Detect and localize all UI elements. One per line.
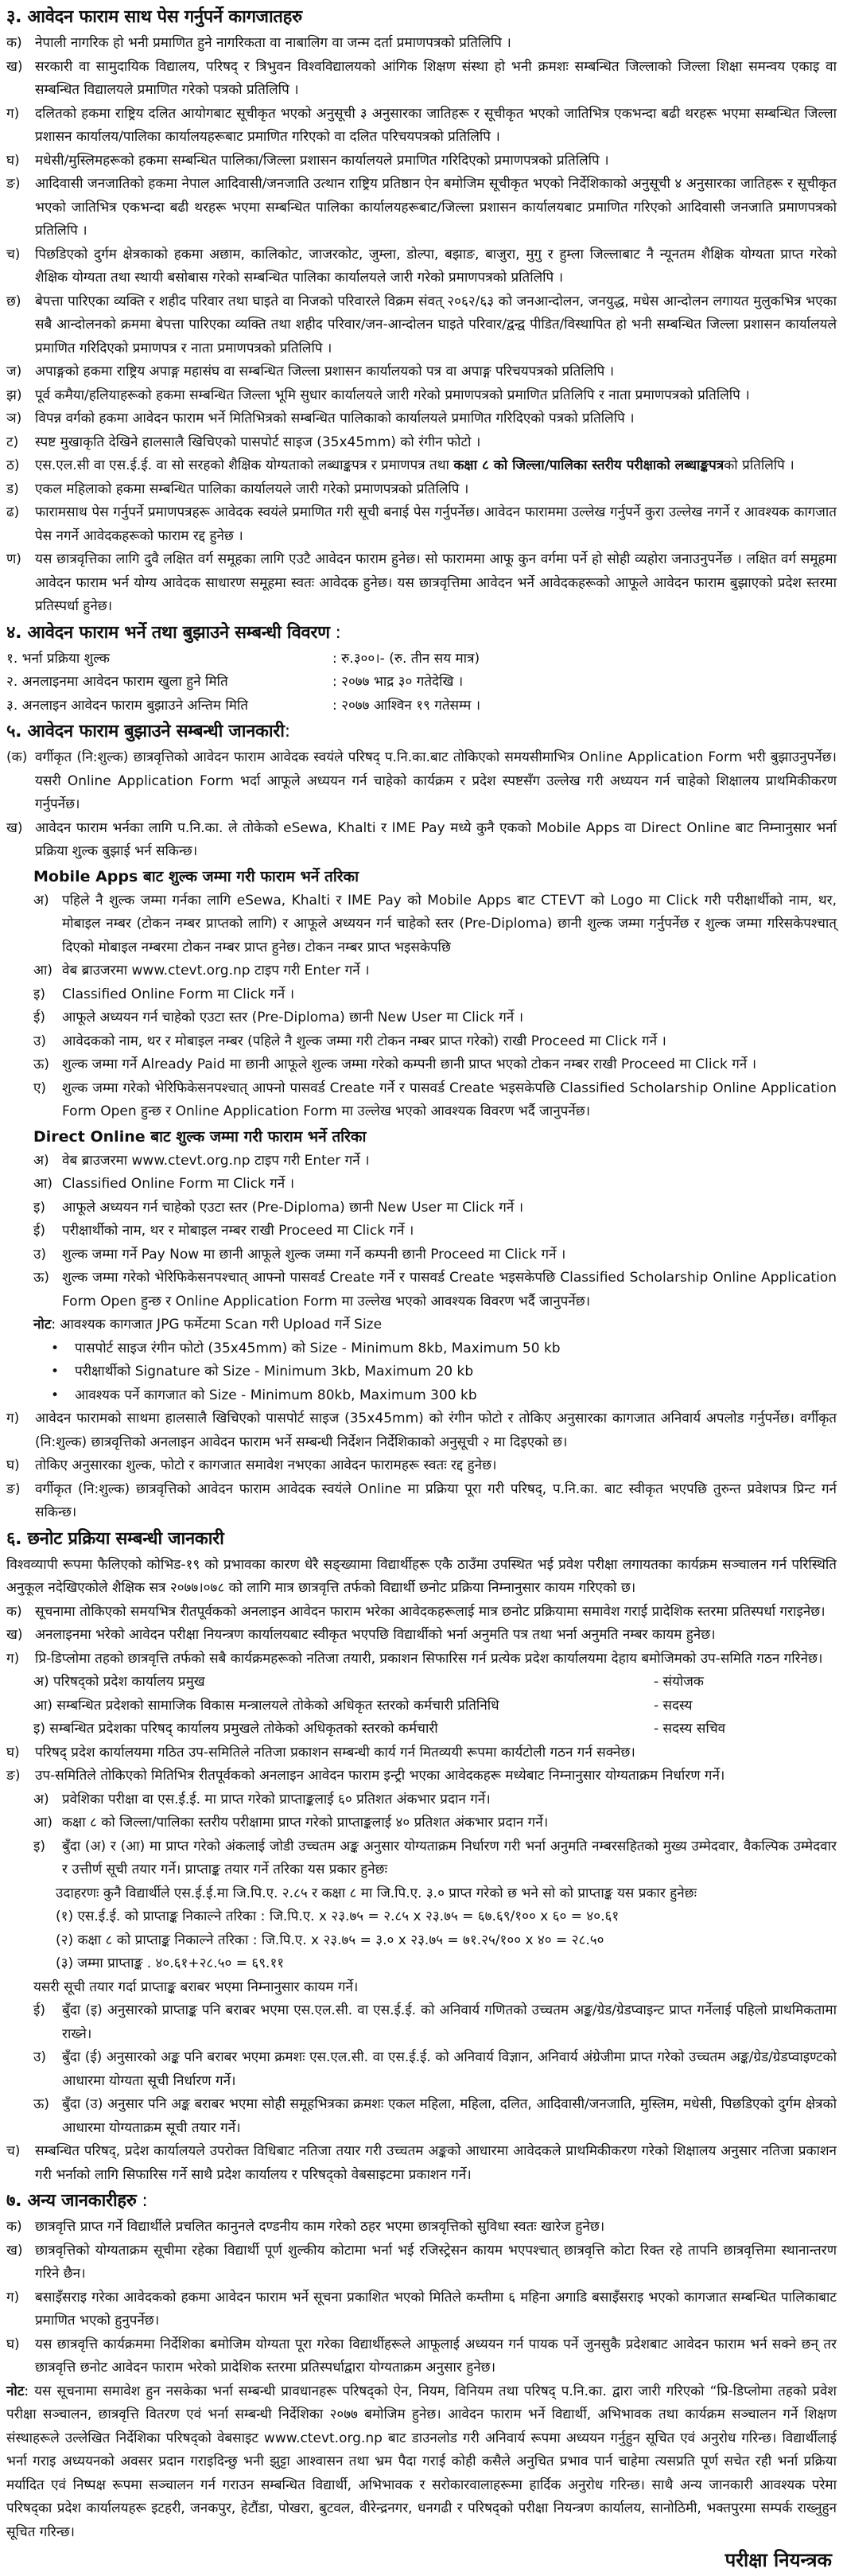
- mobile-apps-heading: Mobile Apps बाट शुल्क जम्मा गरी फाराम भर्ने तरिका: [33, 867, 359, 885]
- list-item: [6, 1407, 837, 1454]
- item-label: ऊ): [33, 1056, 49, 1072]
- item-text: आदिवासी जनजातिको हकमा नेपाल आदिवासी/जनजाति उत्थान राष्ट्रिय प्रतिष्ठान ऐन बमोजिम सूचीकृत भएको निर्देशिकाको अनुसूची ४ अनुसारका जातिहरू र सूचीकृत भएको जातिभित्र एकभन्दा बढी थरहरू भएमा सम्बन्धित पालिका कार्यालयहरूबाट/जिल्ला प्रशासन कार्यालयबाट प्रमाणित गरिएको आदिवासी जनजाति प्रमाणपत्रको प्रतिलिपि ।: [35, 176, 837, 239]
- item-label: ङ): [6, 1768, 21, 1784]
- list-item: [6, 1601, 837, 1625]
- item-label: च): [6, 246, 21, 263]
- item-text: आवेदन फाराम भर्नका लागि प.नि.का. ले तोकेको eSewa, Khalti र IME Pay मध्ये कुनै एकको Mobile Apps वा Direct Online बाट निम्नानुसार भर्ना प्रक्रिया शुल्क बुझाई भर्न सकिन्छ।: [35, 819, 837, 859]
- bullet-text: परीक्षार्थीको Signature को Size - Minimum 3kb, Maximum 20 kb: [75, 1364, 474, 1379]
- item-text: आफूले अध्ययन गर्न चाहेको एउटा स्तर (Pre-Diploma) छानी New User मा Click गर्ने ।: [62, 1199, 524, 1216]
- heading-text: ७. अन्य जानकारीहरु: [6, 2191, 137, 2211]
- final-note: [6, 2380, 837, 2545]
- section-heading: [6, 2187, 837, 2216]
- detail-value: : रु.३००।- (रु. तीन सय मात्र): [332, 650, 480, 667]
- signature-exam-controller: परीक्षा नियन्त्रक: [725, 2549, 832, 2571]
- item-label: उ): [33, 1033, 46, 1049]
- item-label: क): [6, 1603, 22, 1620]
- item-label: घ): [6, 1457, 20, 1473]
- note-label: नोट: [33, 1317, 52, 1333]
- detail-key: १. भर्ना प्रक्रिया शुल्क: [6, 650, 110, 667]
- section-heading: [6, 718, 837, 746]
- item-text: एकल महिलाको हकमा सम्बन्धित पालिका कार्यालयले जारी गरेको प्रमाणपत्रको प्रतिलिपि ।: [35, 481, 469, 497]
- section-selection-process: [6, 1525, 837, 2188]
- committee-member: [6, 1718, 837, 1741]
- committee-member: [6, 1695, 837, 1718]
- note-text: : आवश्यक कागजात JPG फर्मेटमा Scan गरी Upload गर्ने Size: [51, 1317, 383, 1333]
- item-text: आफूले अध्ययन गर्न चाहेको एउटा स्तर (Pre-Diploma) छानी New User मा Click गर्ने ।: [62, 1010, 524, 1025]
- item-label: अ): [33, 1152, 49, 1169]
- item-text: बुँदा (अ) र (आ) मा प्राप्त गरेको अंकलाई जोडी उच्चतम अङ्क अनुसार योग्यताक्रम निर्धारण गरी भर्ना अनुमति नम्बरसहितको मुख्य उम्मेदवार, वैकल्पिक उम्मेदवार र उत्तीर्ण सूची तयार गर्ने। प्राप्ताङ्क तयार गर्ने तरिका यस प्रकार हुनेछः: [62, 1838, 837, 1878]
- section-other-info: [6, 2187, 837, 2544]
- committee-member: [6, 1671, 837, 1695]
- item-label: ऊ): [33, 1270, 49, 1286]
- detail-row: [6, 671, 837, 695]
- item-text: प्रवेशिका परीक्षा वा एस.ई.ई. मा प्राप्त गरेको प्राप्ताङ्कलाई ६० प्रतिशत अंकभार प्रदान गर्ने।: [62, 1791, 491, 1807]
- item-label: ख): [6, 819, 23, 836]
- item-label: ट): [6, 434, 19, 450]
- list-item: [6, 1006, 837, 1030]
- item-label: ढ): [6, 504, 20, 520]
- item-label: घ): [6, 1744, 20, 1761]
- bullet-icon: •: [51, 1340, 60, 1356]
- item-label: ए): [33, 1080, 47, 1096]
- item-text: Classified Online Form मा Click गर्ने ।: [62, 1176, 295, 1192]
- item-label: ख): [6, 58, 23, 75]
- bullet-icon: •: [51, 1387, 60, 1403]
- detail-value: : २०७७ आश्विन १९ गतेसम्म ।: [332, 697, 481, 714]
- list-item: [6, 2216, 837, 2239]
- item-text: अपाङ्गको हकमा राष्ट्रिय अपाङ्ग महासंघ वा सम्बन्धित जिल्ला प्रशासन कार्यालयको पत्र वा अपाङ्ग परिचयपत्रको प्रतिलिपि ।: [35, 364, 615, 379]
- list-item: [6, 1197, 837, 1220]
- item-label: च): [6, 2143, 21, 2159]
- item-text: कक्षा ८ को जिल्ला/पालिका स्तरीय परीक्षामा प्राप्त गरेको प्राप्ताङ्कलाई ४० प्रतिशत अंकभार प्रदान गर्ने।: [62, 1815, 549, 1831]
- upload-note: [6, 1313, 837, 1337]
- item-text: बुँदा (उ) अनुसार पनि अङ्क बराबर भएमा सोही समूहभित्रका क्रमशः एकल महिला, महिला, दलित, आदिवासी/जनजाति, मुस्लिम, मधेसी, पिछडिएको दुर्गम क्षेत्रको आधारमा योग्यताक्रम सूची तयार गर्ने।: [62, 2096, 837, 2136]
- list-item: [6, 1243, 837, 1267]
- item-text: पिछडिएको दुर्गम क्षेत्रकाको हकमा अछाम, कालिकोट, जाजरकोट, जुम्ला, डोल्पा, बझाङ, बाजुरा, मुगु र हुम्ला जिल्लाबाट नै न्यूनतम शैक्षिक योग्यता प्राप्त गरेको शैक्षिक योग्यता तथा स्थायी बसोबास गरेको सम्बन्धित पालिका कार्यालयले जारी गरेको प्रमाणपत्रको प्रतिलिपि ।: [35, 246, 837, 286]
- item-text: सम्बन्धित परिषद्, प्रदेश कार्यालयले उपरोक्त विधिबाट नतिजा तयार गरी उच्चतम अङ्कको आधारमा आवेदकले प्राथमिकीकरण गरेको शिक्षालय अनुसार नतिजा प्रकाशन गरी भर्नाको लागि सिफारिस गर्ने साथै प्रदेश कार्यालय र परिषद्को वेबसाइटमा प्रकाशन गर्ने।: [35, 2143, 837, 2183]
- item-text: वर्गीकृत (नि:शुल्क) छात्रवृत्तिको आवेदन फाराम आवेदक स्वयंले Online मा प्रक्रिया पूरा गरी परिषद्, प.नि.का. बाट स्वीकृत भएपछि तुरुन्त प्रवेशपत्र प्रिन्ट गर्न सकिन्छ।: [35, 1481, 837, 1520]
- item-label: उ): [33, 1246, 46, 1263]
- item-text: सूचनामा तोकिएको समयभित्र रीतपूर्वकको अनलाइन आवेदन फाराम भरेका आवेदकहरूलाई मात्र छनोट प्रक्रियामा समावेश गराई प्रादेशिक स्तरमा प्रतिस्पर्धा गराइनेछ।: [35, 1603, 826, 1620]
- item-label: इ): [33, 1838, 45, 1854]
- section-required-documents: [6, 3, 837, 619]
- list-item: [6, 2333, 837, 2380]
- item-label: छ): [6, 293, 21, 309]
- list-item: [6, 817, 837, 864]
- heading-suffix: :: [329, 622, 341, 643]
- list-item: [6, 384, 837, 408]
- item-text: प्रि-डिप्लोमा तहको छात्रवृत्ति तर्फको सबै कार्यक्रमहरूको नतिजा तयारी, प्रकाशन सिफारिस गर्न प्रत्येक प्रदेश कार्यालयमा देहाय बमोजिमको उप-समिति गठन गरिनेछ।: [35, 1650, 823, 1667]
- list-item: [6, 1150, 837, 1173]
- item-label: घ): [6, 152, 20, 169]
- list-item: [6, 173, 837, 243]
- item-label: ई): [33, 1223, 45, 1239]
- list-item: [6, 1220, 837, 1243]
- item-label: ई): [33, 2002, 45, 2018]
- list-item: [6, 1741, 837, 1765]
- list-item: [6, 1788, 837, 1812]
- item-text: मधेसी/मुस्लिमहरूको हकमा सम्बन्धित पालिका/जिल्ला प्रशासन कार्यालयले प्रमाणित गरिदिएको प्रमाणपत्रको प्रतिलिपि ।: [35, 152, 609, 169]
- item-text: वेब ब्राउजरमा www.ctevt.org.np टाइप गरी Enter गर्ने ।: [62, 1152, 370, 1169]
- item-text: सरकारी वा सामुदायिक विद्यालय, परिषद् र त्रिभुवन विश्वविद्यालयको आंगिक शिक्षण संस्था हो भनी क्रमशः सम्बन्धित जिल्लाको जिल्ला शिक्षा समन्वय एकाइ वा सम्बन्धित विद्यालयले प्रमाणित गरेको पत्रको प्रतिलिपि ।: [35, 58, 837, 98]
- example-formula: (३) जम्मा प्राप्ताङ्क . ४०.६१+२८.५० = ६९.११: [56, 1955, 285, 1971]
- list-item: [6, 150, 837, 173]
- item-label: क): [6, 35, 22, 51]
- item-text-emphasis: कक्षा ८ को जिल्ला/पालिका स्तरीय परीक्षाको लब्धाङ्कपत्र: [453, 457, 725, 473]
- list-item: [6, 1267, 837, 1313]
- item-text: तोकिए अनुसारका शुल्क, फोटो र कागजात समावेश नभएका आवेदन फारामहरू स्वतः रद्द हुनेछ।: [35, 1457, 497, 1473]
- list-item: [6, 1173, 837, 1197]
- list-item: [6, 2286, 837, 2333]
- item-text: शुल्क जम्मा गर्ने Already Paid मा छानी आफूले शुल्क जम्मा गरेको कम्पनी छानी प्राप्त भएको टोकन नम्बर राखी Proceed मा Click गर्ने ।: [62, 1056, 757, 1072]
- item-label: इ): [33, 986, 45, 1002]
- item-label: इ): [33, 1199, 45, 1216]
- list-item: [6, 1454, 837, 1478]
- section-heading: ६. छनोट प्रक्रिया सम्बन्धी जानकारी: [6, 1528, 224, 1549]
- item-text: [35, 454, 837, 478]
- list-item: [6, 360, 837, 384]
- item-text: यस छात्रवृत्तिका लागि दुवै लक्षित वर्ग समूहका लागि एउटै आवेदन फाराम हुनेछ। सो फाराममा आफू कुन वर्गमा पर्ने हो सोही व्यहोरा जनाउनुपर्नेछ । लक्षित वर्ग समूहमा आवेदन फाराम भर्न योग्य आवेदक साधारण समूहमा स्वतः आवेदक हुनेछ। यस छात्रवृत्तिमा आवेदन भर्ने आवेदकहरूको आफूले आवेदन फाराम बुझाएको प्रदेश स्तरमा प्रतिस्पर्धा हुनेछ।: [35, 551, 837, 614]
- list-item: [6, 1030, 837, 1054]
- size-bullet: [6, 1360, 837, 1384]
- item-label: ङ): [6, 1481, 21, 1497]
- example-formula: (१) एस.ई.ई. को प्राप्ताङ्क निकाल्ने तरिका : जि.पि.ए. x २३.७५ = २.८५ x २३.७५ = ६७.६९/१०० x ६० = ४०.६१: [56, 1909, 620, 1924]
- member-role: आ) सम्बन्धित प्रदेशको सामाजिक विकास मन्त्रालयले तोकेको अधिकृत स्तरको कर्मचारी प्रतिनिधि: [33, 1697, 499, 1714]
- item-label: ग): [6, 1411, 20, 1426]
- tie-intro: यसरी सूची तयार गर्दा प्राप्ताङ्क बराबर भएमा निम्नानुसार कायम गर्ने।: [33, 1979, 359, 1995]
- list-item: [6, 1811, 837, 1835]
- section-heading: ३. आवेदन फाराम साथ पेस गर्नुपर्ने कागजातहरु: [6, 7, 302, 27]
- item-text: शुल्क जम्मा गरेको भेरिफिकेसनपश्चात् आफ्नो पासवर्ड Create गर्ने र पासवर्ड Create भइसकेपछि Classified Scholarship Online Application Form Open हुन्छ र Online Application Form मा उल्लेख भएको आवश्यक विवरण भर्दै जानुपर्नेछ।: [62, 1270, 837, 1309]
- heading-suffix: :: [284, 722, 290, 741]
- intro-paragraph: विश्वव्यापी रूपमा फैलिएको कोभिड-१९ को प्रभावका कारण धेरै सङ्ख्यामा विद्यार्थीहरू एकै ठाउँमा उपस्थित भई प्रवेश परीक्षा लगायतका कार्यक्रम सञ्चालन गर्न परिस्थिति अनुकूल नदेखिएकोले शैक्षिक सत्र २०७७।०७८ को लागि मात्र छात्रवृत्ति तर्फको विद्यार्थी छनोट प्रक्रिया निम्नानुसार कायम गरिएको छ।: [6, 1556, 837, 1596]
- item-text: Classified Online Form मा Click गर्ने ।: [62, 986, 295, 1002]
- example-formula: (२) कक्षा ८ को प्राप्ताङ्क निकाल्ने तरिका : जि.पि.ए. x २३.७५ = ३.० x २३.७५ = ७१.२५/१०० x ४० = २८.५०: [56, 1932, 604, 1948]
- list-item: [6, 1077, 837, 1124]
- example-intro: उदाहरणः कुनै विद्यार्थीले एस.ई.ई.मा जि.पि.ए. २.८५ र कक्षा ८ मा जि.पि.ए. ३.० प्राप्त गरेको छ भने सो को प्राप्ताङ्क यस प्रकार हुनेछः: [56, 1885, 697, 1901]
- list-item: [6, 1835, 837, 1882]
- item-label: ई): [33, 1010, 45, 1025]
- item-label: उ): [33, 2049, 46, 2065]
- item-label: ग): [6, 105, 20, 122]
- item-label: अ): [33, 892, 49, 909]
- item-label: (क): [6, 749, 28, 765]
- list-item: [6, 1765, 837, 1788]
- item-label: झ): [6, 387, 22, 403]
- list-item: [6, 454, 837, 478]
- item-label: ञ): [6, 411, 22, 426]
- direct-online-heading: Direct Online बाट शुल्क जम्मा गरी फाराम भर्ने तरिका: [33, 1127, 367, 1146]
- list-item: [6, 290, 837, 361]
- item-text: पहिले नै शुल्क जम्मा गर्नका लागि eSewa, Khalti र IME Pay को Mobile Apps बाट CTEVT को Logo मा Click गरी परीक्षार्थीको नाम, थर, मोबाइल नम्बर (टोकन नम्बर प्राप्तको लागि) र आफूले अध्ययन गर्न चाहेको स्तर (Pre-Diploma) छानी शुल्क जम्मा गर्नुपर्नेछ र शुल्क जम्मा गरिसकेपश्चात् दिएको मोबाइल नम्बरमा टोकन नम्बर प्राप्त हुनेछ। टोकन नम्बर प्राप्त भइसकेपछि: [62, 892, 837, 955]
- item-text: बुँदा (ई) अनुसारको अङ्क पनि बराबर भएमा क्रमशः एस.एल.सी. वा एस.ई.ई. को अनिवार्य विज्ञान, अनिवार्य अंग्रेजीमा प्राप्त गरेको उच्चतम अङ्क/ग्रेड/ग्रेडप्वाइण्टको आधारमा योग्यता सूची निर्धारण गर्ने।: [62, 2049, 837, 2089]
- list-item: [6, 1053, 837, 1077]
- item-label: ण): [6, 551, 21, 567]
- list-item: [6, 1478, 837, 1525]
- bullet-text: पासपोर्ट साइज रंगीन फोटो (35x45mm) को Size - Minimum 8kb, Maximum 50 kb: [75, 1340, 561, 1356]
- item-text: पूर्व कमैया/हलियाहरूको हकमा सम्बन्धित जिल्ला भूमि सुधार कार्यालयले जारी गरेको प्रमाणपत्रको प्रमाणित प्रतिलिपि र नाता प्रमाणपत्रको प्रतिलिपि ।: [35, 387, 750, 403]
- item-label: अ): [33, 1791, 49, 1807]
- item-text: फारामसाथ पेस गर्नुपर्ने प्रमाणपत्रहरू आवेदक स्वयंले प्रमाणित गरी सूची बनाई पेस गर्नुपर्नेछ। आवेदन फाराममा उल्लेख गर्नुपर्ने कुरा उल्लेख नगर्ने र आवश्यक कागजात पेस नगर्ने आवेदकहरूको फाराम रद्द हुनेछ ।: [35, 504, 837, 544]
- item-label: ग): [6, 2289, 20, 2306]
- item-text: नेपाली नागरिक हो भनी प्रमाणित हुने नागरिकता वा नाबालिग वा जन्म दर्ता प्रमाणपत्रको प्रतिलिपि ।: [35, 35, 511, 51]
- size-bullet: [6, 1384, 837, 1408]
- list-item: [6, 478, 837, 502]
- item-text: छात्रवृत्ति प्राप्त गर्ने विद्यार्थीले प्रचलित कानुनले दण्डनीय काम गरेको ठहर भएमा छात्रवृत्तिको सुविधा स्वतः खारेज हुनेछ।: [35, 2219, 605, 2235]
- item-text: परीक्षार्थीको नाम, थर र मोबाइल नम्बर राखी Proceed मा Click गर्ने ।: [62, 1223, 414, 1239]
- item-text: बसाइँसराइ गरेका आवेदकको हकमा आवेदन फाराम भर्ने सूचना प्रकाशित भएको मितिले कम्तीमा ६ महिना अगाडि बसाइँसराइ भएको कागजात सम्बन्धित पालिकाबाट प्रमाणित भएको हुनुपर्नेछ।: [35, 2289, 837, 2329]
- item-label: आ): [33, 1815, 53, 1831]
- item-label: क): [6, 2219, 22, 2235]
- item-label: ज): [6, 364, 22, 379]
- note-label: नोट: [6, 2383, 25, 2399]
- item-label: ग): [6, 1650, 20, 1667]
- list-item: [6, 2046, 837, 2093]
- item-text: उप-समितिले तोकिएको मितिभित्र रीतपूर्वकको अनलाइन आवेदन फाराम इन्ट्री भएका आवेदकहरू मध्येबाट निम्नानुसार योग्यताक्रम निर्धारण गर्ने।: [35, 1768, 725, 1784]
- item-label: घ): [6, 2336, 20, 2352]
- item-text: वेब ब्राउजरमा www.ctevt.org.np टाइप गरी Enter गर्ने ।: [62, 963, 370, 979]
- bullet-icon: •: [51, 1364, 60, 1379]
- item-text: छात्रवृत्तिको योग्यताक्रम सूचीमा रहेका विद्यार्थी पूर्ण शुल्कीय कोटामा भर्ना भई रजिस्ट्रेसन कायम भएपश्चात् छात्रवृत्ति कोटा रिक्त रहे तापनि छात्रवृत्तिमा स्थानान्तरण गरिने छैन।: [35, 2242, 837, 2282]
- bullet-text: आवश्यक पर्ने कागजात को Size - Minimum 80kb, Maximum 300 kb: [75, 1387, 477, 1403]
- item-text: बुँदा (इ) अनुसारको प्राप्ताङ्क पनि बराबर भएमा एस.एल.सी. वा एस.ई.ई. को अनिवार्य गणितको उच्चतम अङ्क/ग्रेड/ग्रेडप्वाइन्ट प्राप्त गर्नेलाई पहिलो प्राथमिकतामा राख्ने।: [62, 2002, 837, 2042]
- detail-key: २. अनलाइनमा आवेदन फाराम खुला हुने मिति: [6, 674, 228, 690]
- list-item: [6, 243, 837, 290]
- item-text: शुल्क जम्मा गर्ने Pay Now मा छानी आफूले शुल्क जम्मा गर्ने कम्पनी छानी Proceed मा Click गर्ने ।: [62, 1246, 566, 1263]
- list-item: [6, 56, 837, 103]
- item-text: आवेदकको नाम, थर र मोबाइल नम्बर (पहिले नै शुल्क जम्मा गरी टोकन नम्बर प्राप्त गरेको) राखी Proceed मा Click गर्ने ।: [62, 1033, 666, 1049]
- list-item: [6, 2140, 837, 2187]
- item-label: ङ): [6, 176, 21, 192]
- item-text: दलितको हकमा राष्ट्रिय दलित आयोगबाट सूचीकृत भएको अनुसूची ३ अनुसारका जातिहरू र सूचीकृत भएको जातिभित्र एकभन्दा बढी थरहरू भएमा सम्बन्धित जिल्ला प्रशासन कार्यालय/पालिका कार्यालयहरूबाट प्रमाणित गरिएको वा दलित परिचयपत्रको प्रतिलिपि ।: [35, 105, 837, 145]
- detail-key: ३. अनलाइन आवेदन फाराम बुझाउने अन्तिम मिति: [6, 697, 248, 714]
- size-bullet: [6, 1337, 837, 1361]
- item-text: आवेदन फारामको साथमा हालसालै खिचिएको पासपोर्ट साइज (35x45mm) को रंगीन फोटो र तोकिए अनुसारका कागजात अनिवार्य अपलोड गर्नुपर्नेछ। वर्गीकृत (नि:शुल्क) छात्रवृत्तिको अनलाइन आवेदन फाराम भर्ने सम्बन्धी निर्देशन निर्देशिकाको अनुसूची २ मा दिइएको छ।: [35, 1411, 837, 1450]
- item-text: अनलाइनमा भरेको आवेदन परीक्षा नियन्त्रण कार्यालयबाट स्वीकृत भएपछि विद्यार्थीको भर्ना अनुमति पत्र तथा भर्ना अनुमति नम्बर कायम हुनेछ।: [35, 1627, 716, 1643]
- member-role: इ) सम्बन्धित प्रदेशका परिषद् कार्यालय प्रमुखले तोकेको अधिकृतको स्तरको कर्मचारी: [33, 1721, 438, 1737]
- item-text: शुल्क जम्मा गरेको भेरिफिकेसनपश्चात् आफ्नो पासवर्ड Create गर्ने र पासवर्ड Create भइसकेपछि Classified Scholarship Online Application Form Open हुन्छ र Online Application Form मा उल्लेख भएको आवश्यक विवरण भर्दै जानुपर्नेछ।: [62, 1080, 837, 1119]
- item-text: परिषद् प्रदेश कार्यालयमा गठित उप-समितिले नतिजा प्रकाशन सम्बन्धी कार्य गर्न मितव्ययी रूपमा कार्यटोली गठन गर्न सक्नेछ।: [35, 1744, 635, 1761]
- section-application-details: [6, 619, 837, 718]
- list-item: [6, 407, 837, 431]
- item-text-part: को प्रतिलिपि ।: [724, 457, 794, 473]
- member-position: - सदस्य सचिव: [654, 1721, 726, 1737]
- item-label: ख): [6, 2242, 23, 2259]
- member-position: - संयोजक: [654, 1674, 704, 1690]
- list-item: [6, 889, 837, 960]
- item-label: ख): [6, 1627, 23, 1643]
- detail-row: [6, 695, 837, 718]
- list-item: [6, 1999, 837, 2046]
- item-text: विपन्न वर्गको हकमा आवेदन फाराम भर्ने मितिभित्रको सम्बन्धित पालिकाको कार्यालयले प्रमाणित गरिदिएको पत्रको प्रतिलिपि ।: [35, 411, 635, 426]
- heading-suffix: :: [136, 2191, 148, 2211]
- list-item: [6, 2093, 837, 2140]
- item-text: यस छात्रवृत्ति कार्यक्रममा निर्देशिका बमोजिम योग्यता पूरा गरेका विद्यार्थीहरूले आफूलाई अध्ययन गर्न पायक पर्ने जुनसुकै प्रदेशबाट आवेदन फाराम भर्न सक्ने छन् तर छात्रवृत्ति छनोट आवेदन फाराम भरेको प्रादेशिक स्तरमा प्रतिस्पर्धाद्वारा योग्यताक्रम अनुसार हुनेछ।: [35, 2336, 837, 2376]
- item-label: आ): [33, 963, 53, 979]
- list-item: [6, 983, 837, 1007]
- list-item: [6, 431, 837, 455]
- list-item: [6, 1624, 837, 1648]
- list-item: [6, 32, 837, 56]
- member-position: - सदस्य: [654, 1697, 693, 1714]
- list-item: [6, 548, 837, 619]
- list-item: [6, 746, 837, 817]
- section-submission-info: [6, 718, 837, 1525]
- item-label: आ): [33, 1176, 53, 1192]
- list-item: [6, 501, 837, 548]
- heading-text: ४. आवेदन फाराम भर्ने तथा बुझाउने सम्बन्धी विवरण: [6, 622, 330, 643]
- item-label: ड): [6, 481, 19, 497]
- item-text: स्पष्ट मुखाकृति देखिने हालसालै खिचिएको पासपोर्ट साइज (35x45mm) को रंगीन फोटो ।: [35, 434, 481, 450]
- section-heading: [6, 619, 837, 648]
- list-item: [6, 959, 837, 983]
- detail-row: [6, 648, 837, 671]
- list-item: [6, 103, 837, 150]
- note-text: : यस सूचनामा समावेश हुन नसकेका भर्ना सम्बन्धी प्रावधानहरू परिषद्को ऐन, नियम, विनियम तथा परिषद् प.नि.का. द्वारा जारी गरिएको “प्रि-डिप्लोमा तहको प्रवेश परीक्षा सञ्चालन, छात्रवृत्ति वितरण एवं भर्ना सम्बन्धी निर्देशिका २०७७ बमोजिम हुनेछ। आवेदन फाराम भर्ने विद्यार्थी, अभिभावक तथा कार्यक्रम सञ्चालन गर्ने शिक्षण संस्थाहरूले उल्लेखित निर्देशिका परिषद्को वेबसाइट www.ctevt.org.np बाट डाउनलोड गरी अनिवार्य रूपमा अध्ययन गर्नुहुन सूचित एवं अनुरोध गरिन्छ। विद्यार्थीलाई भर्ना गराइ अध्ययनको अवसर प्रदान गराइदिन्छु भनी झुट्टा आश्वासन तथा भ्रम पैदा गराई कोही कसैले अनुचित प्रभाव पार्न चाहेमा त्यसप्रति पूर्ण सचेत रही भर्ना प्रक्रिया मर्यादित एवं निष्पक्ष रूपमा सञ्चालन गर्न गराउन सम्बन्धित विद्यार्थी, अभिभावक र सरोकारवालाहरूमा हार्दिक अनुरोध गरिन्छ। साथै अन्य जानकारी आवश्यक परेमा परिषद्का प्रदेश कार्यालयहरू इटहरी, जनकपुर, हेटौंडा, पोखरा, बुटवल, वीरेन्द्रनगर, धनगढी र परिषद्को परीक्षा नियन्त्रण कार्यालय, सानोठिमी, भक्तपुरमा सम्पर्क राख्नुहुन सूचित गरिन्छ।: [6, 2383, 837, 2540]
- list-item: [6, 2239, 837, 2286]
- item-text: वर्गीकृत (नि:शुल्क) छात्रवृत्तिको आवेदन फाराम आवेदक स्वयंले परिषद् प.नि.का.बाट तोकिएको समयसीमाभित्र Online Application Form भरी बुझाउनुपर्नेछ। यसरी Online Application Form भर्दा आफूले अध्ययन गर्न चाहेको कार्यक्रम र प्रदेश स्पष्टसँग उल्लेख गरी अध्ययन गर्न चाहेको शिक्षालय प्राथमिकीकरण गर्नुपर्नेछ।: [35, 749, 837, 812]
- member-role: अ) परिषद्को प्रदेश कार्यालय प्रमुख: [33, 1674, 205, 1690]
- item-text: बेपत्ता पारिएका व्यक्ति र शहीद परिवार तथा घाइते वा निजको परिवारले विक्रम संवत् २०६२/६३ को जनआन्दोलन, जनयुद्ध, मधेस आन्दोलन लगायत मुलुकभित्र भएका सबै आन्दोलनको क्रममा बेपत्ता पारिएका व्यक्ति तथा शहीद परिवार/जन-आन्दोलन घाइते परिवार/द्वन्द्व पीडित/विस्थापित हो भनी सम्बन्धित जिल्ला प्रशासन कार्यालयले प्रमाणित गरिदिएको प्रमाणपत्र र नाता प्रमाणपत्रको प्रतिलिपि ।: [35, 293, 837, 356]
- item-label: ऊ): [33, 2096, 49, 2112]
- detail-value: : २०७७ भाद्र ३० गतेदेखि ।: [332, 674, 464, 690]
- list-item: [6, 1648, 837, 1671]
- heading-text: ५. आवेदन फाराम बुझाउने सम्बन्धी जानकारी: [6, 722, 285, 741]
- item-label: ठ): [6, 457, 20, 473]
- item-text-part: एस.एल.सी वा एस.ई.ई. वा सो सरहको शैक्षिक योग्यताको लब्धाङ्कपत्र र प्रमाणपत्र तथा: [35, 457, 454, 473]
